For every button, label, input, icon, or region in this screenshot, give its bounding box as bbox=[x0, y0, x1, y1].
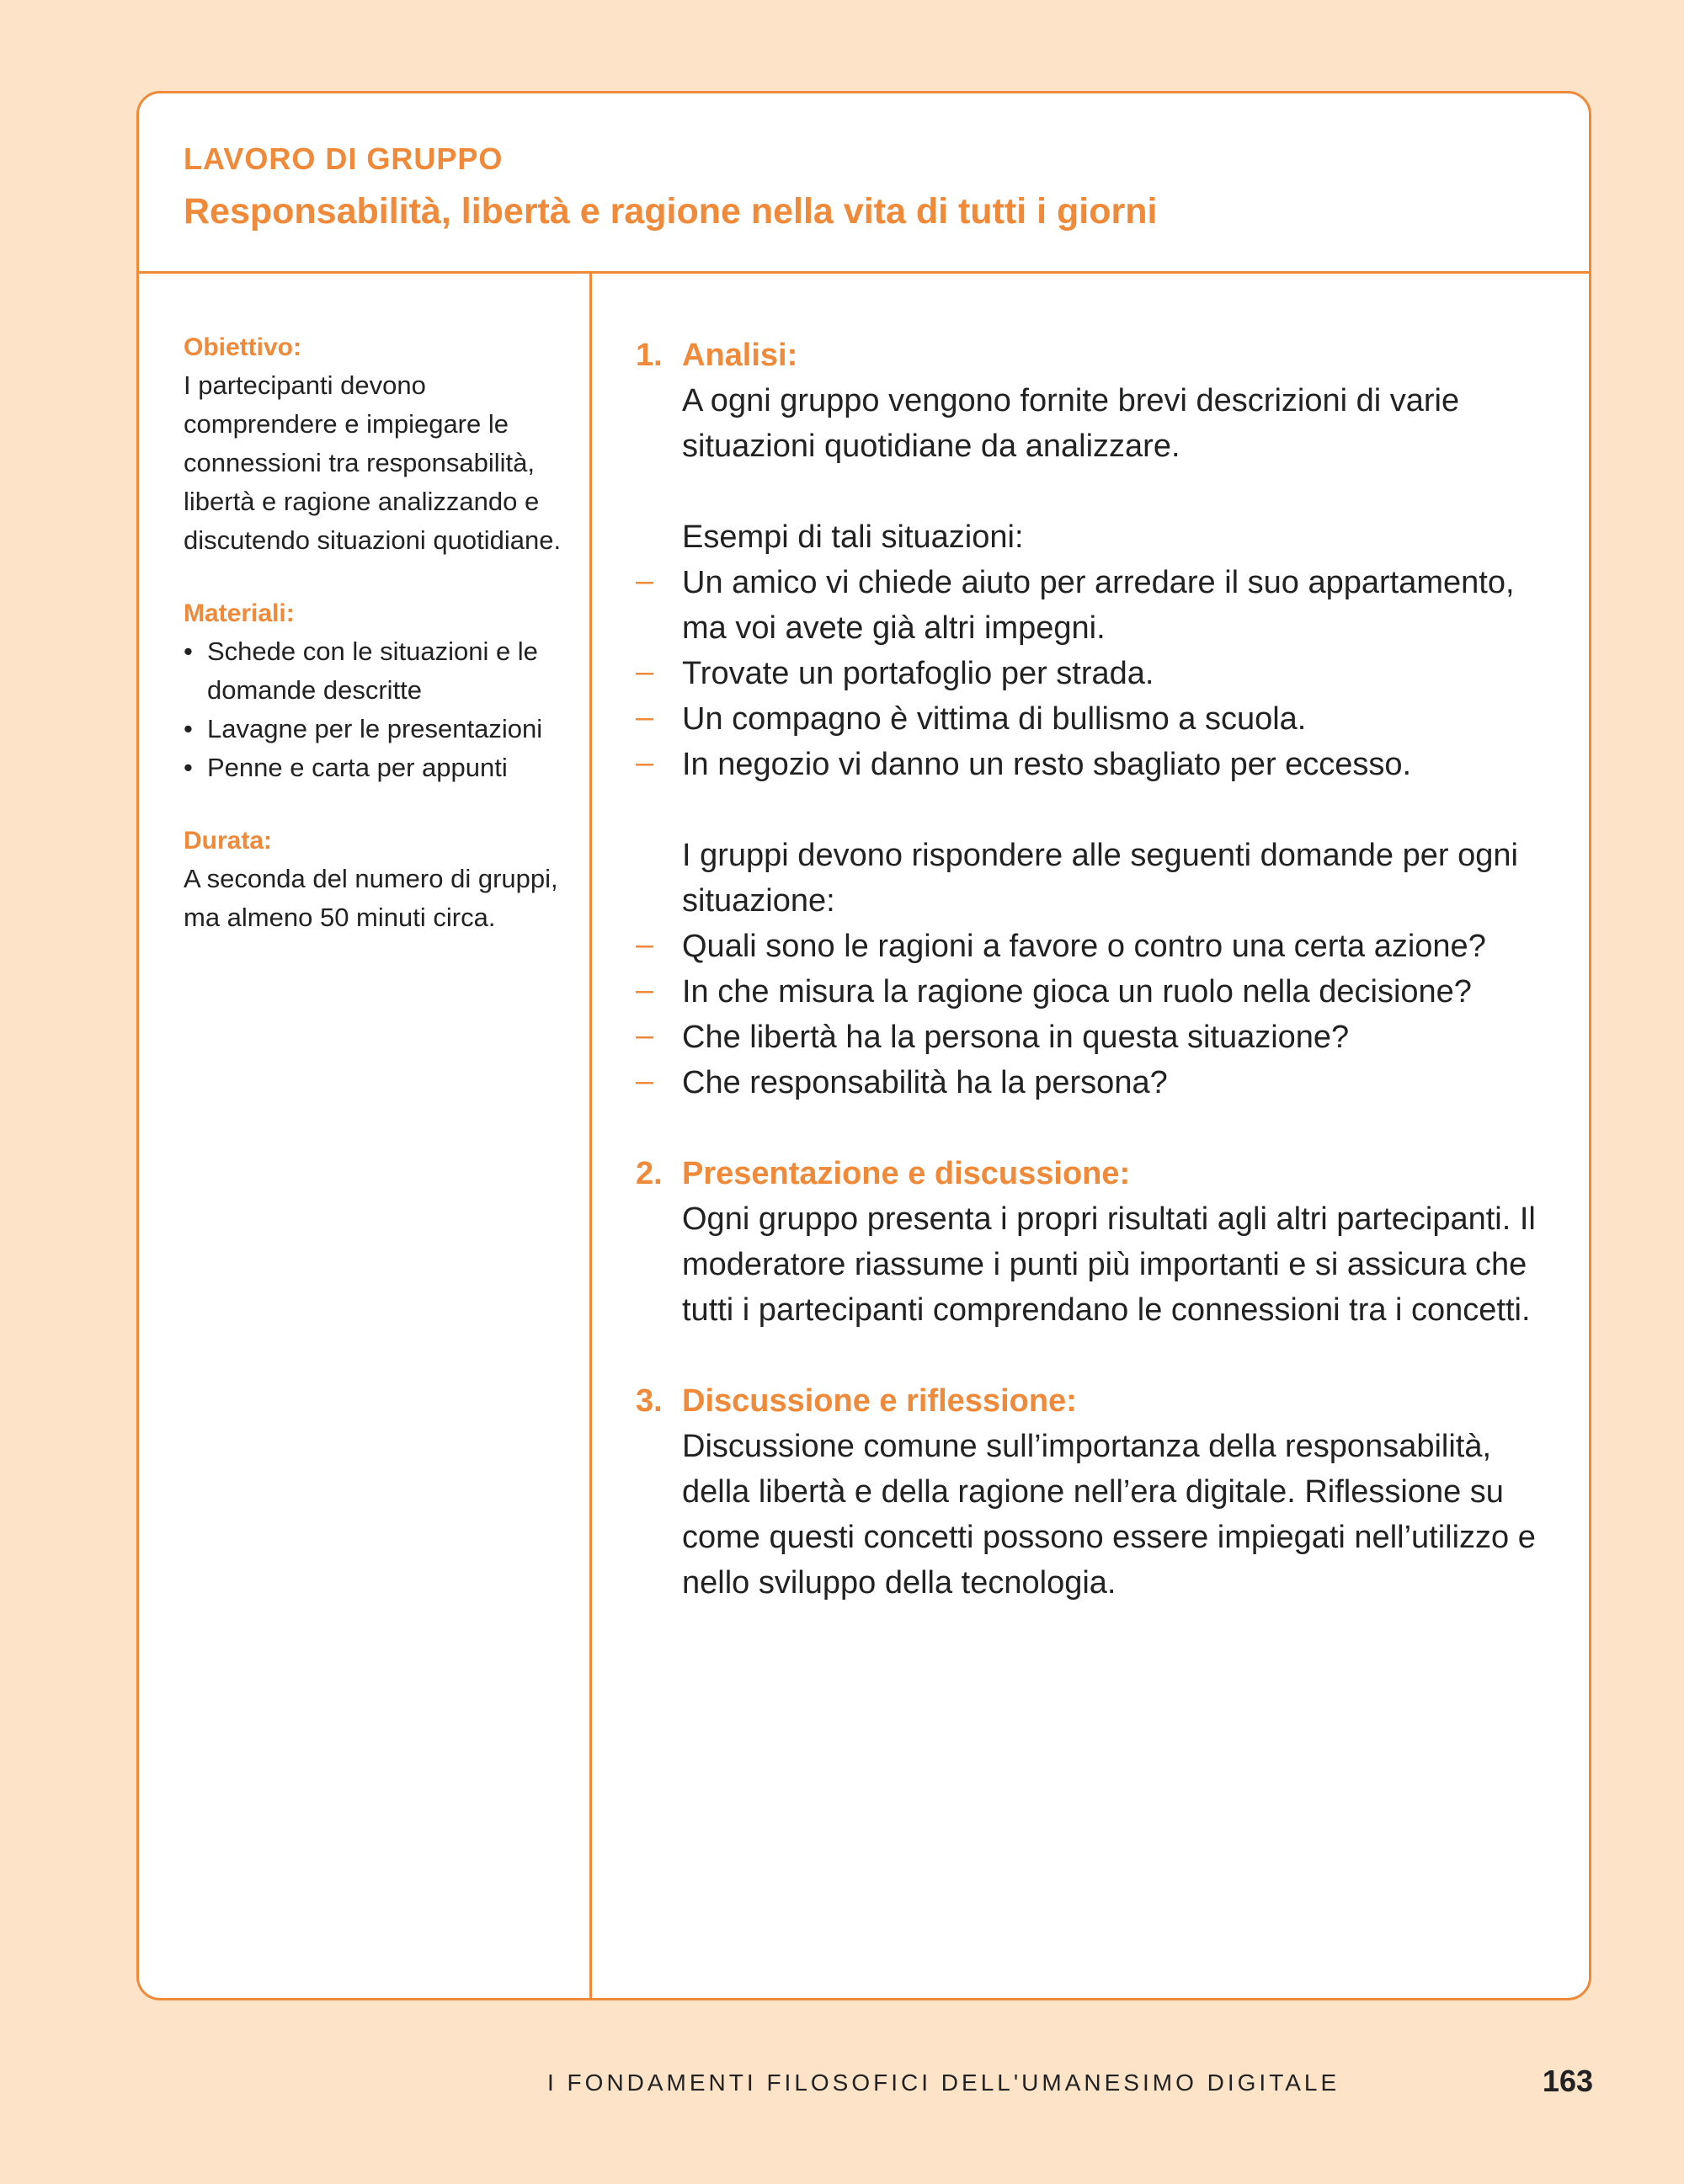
example-text: Un amico vi chiede aiuto per arredare il suo appartamento, ma voi avete già altri impegni. bbox=[682, 565, 1515, 646]
example-item bbox=[636, 696, 1547, 742]
materials-item: • Schede con le situazioni e le domande descritte bbox=[184, 632, 564, 710]
dash-icon: – bbox=[636, 1063, 654, 1099]
step-intro: A ogni gruppo vengono fornite brevi descrizioni di varie situazioni quotidiane da analizzare. bbox=[682, 383, 1460, 464]
dash-icon: – bbox=[636, 1018, 654, 1053]
objective-text: I partecipanti devono comprendere e impiegare le connessioni tra responsabilità, libertà e ragione analizzando e discutendo situazioni quotidiane. bbox=[184, 370, 562, 555]
question-item bbox=[636, 969, 1547, 1015]
step-text: Ogni gruppo presenta i propri risultati agli altri partecipanti. Il moderatore riassume i punti più importanti e si assicura che tutti i partecipanti comprendano le connessioni tra i concetti. bbox=[682, 1201, 1536, 1328]
question-text: Quali sono le ragioni a favore o contro una certa azione? bbox=[682, 929, 1486, 964]
activity-title: Responsabilità, libertà e ragione nella vita di tutti i giorni bbox=[184, 191, 1158, 232]
step-number: 2. bbox=[636, 1156, 663, 1191]
examples-list bbox=[636, 560, 1547, 787]
examples-intro: Esempi di tali situazioni: bbox=[682, 519, 1024, 555]
dash-icon: – bbox=[636, 700, 654, 735]
main-content bbox=[594, 274, 1589, 1998]
step-analysis bbox=[636, 333, 1547, 1105]
step-title: Discussione e riflessione: bbox=[682, 1383, 1077, 1419]
sidebar bbox=[139, 274, 592, 1998]
step-title: Presentazione e discussione: bbox=[682, 1156, 1131, 1191]
duration-label: Durata: bbox=[184, 827, 273, 855]
questions-list bbox=[636, 924, 1547, 1105]
objective-block bbox=[184, 329, 564, 560]
footer-book-title: I FONDAMENTI FILOSOFICI DELL'UMANESIMO DIGITALE bbox=[547, 2069, 1340, 2096]
example-text: In negozio vi danno un resto sbagliato per eccesso. bbox=[682, 747, 1412, 782]
step-number: 1. bbox=[636, 338, 663, 373]
section-kicker: LAVORO DI GRUPPO bbox=[184, 141, 504, 176]
question-item bbox=[636, 924, 1547, 969]
activity-card bbox=[136, 91, 1591, 2000]
materials-label: Materiali: bbox=[184, 599, 295, 627]
materials-list bbox=[184, 632, 564, 787]
dash-icon: – bbox=[636, 927, 654, 962]
dash-icon: – bbox=[636, 563, 654, 599]
step-text: Discussione comune sull’importanza della responsabilità, della libertà e della ragione nell’era digitale. Riflessione su come questi concetti possono essere impiegati nell’utilizzo e nello sviluppo della tecnologia. bbox=[682, 1429, 1536, 1601]
page-number: 163 bbox=[1542, 2064, 1593, 2098]
example-item bbox=[636, 742, 1547, 787]
step-title: Analisi: bbox=[682, 338, 798, 373]
materials-item: • Penne e carta per appunti bbox=[184, 748, 564, 787]
step-number: 3. bbox=[636, 1383, 663, 1419]
materials-block bbox=[184, 595, 564, 787]
duration-block bbox=[184, 823, 564, 937]
questions-intro: I gruppi devono rispondere alle seguenti domande per ogni situazione: bbox=[682, 838, 1518, 919]
question-item bbox=[636, 1015, 1547, 1060]
objective-label: Obiettivo: bbox=[184, 333, 301, 361]
question-text: Che responsabilità ha la persona? bbox=[682, 1065, 1168, 1100]
duration-text: A seconda del numero di gruppi, ma almeno 50 minuti circa. bbox=[184, 864, 558, 932]
step-reflection bbox=[636, 1378, 1547, 1606]
card-header bbox=[139, 93, 1589, 274]
dash-icon: – bbox=[636, 972, 654, 1008]
example-item bbox=[636, 560, 1547, 651]
question-text: In che misura la ragione gioca un ruolo nella decisione? bbox=[682, 974, 1472, 1009]
example-text: Trovate un portafoglio per strada. bbox=[682, 656, 1154, 691]
step-presentation bbox=[636, 1151, 1547, 1333]
example-item bbox=[636, 651, 1547, 696]
question-item bbox=[636, 1060, 1547, 1105]
dash-icon: – bbox=[636, 654, 654, 690]
materials-item: • Lavagne per le presentazioni bbox=[184, 710, 564, 748]
question-text: Che libertà ha la persona in questa situazione? bbox=[682, 1020, 1350, 1055]
dash-icon: – bbox=[636, 745, 654, 780]
example-text: Un compagno è vittima di bullismo a scuola. bbox=[682, 701, 1307, 737]
